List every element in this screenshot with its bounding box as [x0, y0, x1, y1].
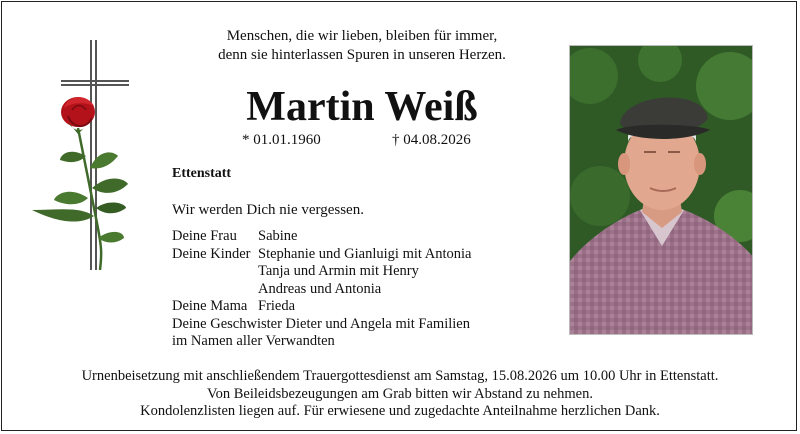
mourners-list: [172, 228, 471, 351]
place-name: Ettenstatt: [172, 166, 232, 181]
mourner-relation: Deine Frau: [172, 228, 237, 244]
mourner-row-relatives: [172, 333, 471, 351]
mourner-names: Frieda: [258, 298, 296, 314]
mourner-row-children: [172, 246, 471, 264]
mourner-row-children-3: [172, 281, 471, 299]
death-date: † 04.08.2026: [392, 132, 471, 148]
siblings-line: Deine Geschwister Dieter und Angela mit Familien: [172, 315, 470, 332]
mourner-relation: Deine Kinder: [172, 245, 251, 262]
mourner-row-mother: [172, 298, 471, 316]
motto-text: Wir werden Dich nie vergessen.: [172, 202, 364, 218]
mourner-relation: Deine Mama: [172, 298, 248, 314]
cross-with-rose-icon: [26, 38, 136, 283]
memorial-quote: [162, 27, 562, 65]
footer-notice: [2, 368, 798, 421]
portrait-photo: [569, 45, 753, 335]
mourner-row-siblings: [172, 316, 471, 334]
relatives-line: im Namen aller Verwandten: [172, 333, 335, 349]
quote-line-1: Menschen, die wir lieben, bleiben für immer,: [226, 28, 498, 44]
mourner-row-children-2: [172, 263, 471, 281]
footer-line-3: Kondolenzlisten liegen auf. Für erwiesene und zugedachte Anteilnahme herzlichen Dank.: [140, 403, 660, 419]
mourner-row-wife: [172, 228, 471, 246]
birth-date: * 01.01.1960: [242, 132, 321, 148]
footer-line-1: Urnenbeisetzung mit anschließendem Trauergottesdienst am Samstag, 15.08.2026 um 10.00 Uhr in Ettenstatt.: [81, 368, 719, 384]
deceased-name: Martin Weiß: [246, 84, 478, 130]
mourner-names: Tanja und Armin mit Henry: [258, 263, 419, 279]
mourner-names: Stephanie und Gianluigi mit Antonia: [258, 245, 472, 262]
mourner-names: Andreas und Antonia: [258, 280, 382, 297]
quote-line-2: denn sie hinterlassen Spuren in unseren Herzen.: [218, 47, 506, 63]
footer-line-2: Von Beileidsbezeugungen am Grab bitten wir Abstand zu nehmen.: [207, 385, 593, 402]
mourner-names: Sabine: [258, 228, 298, 244]
obituary-card: [1, 1, 797, 431]
